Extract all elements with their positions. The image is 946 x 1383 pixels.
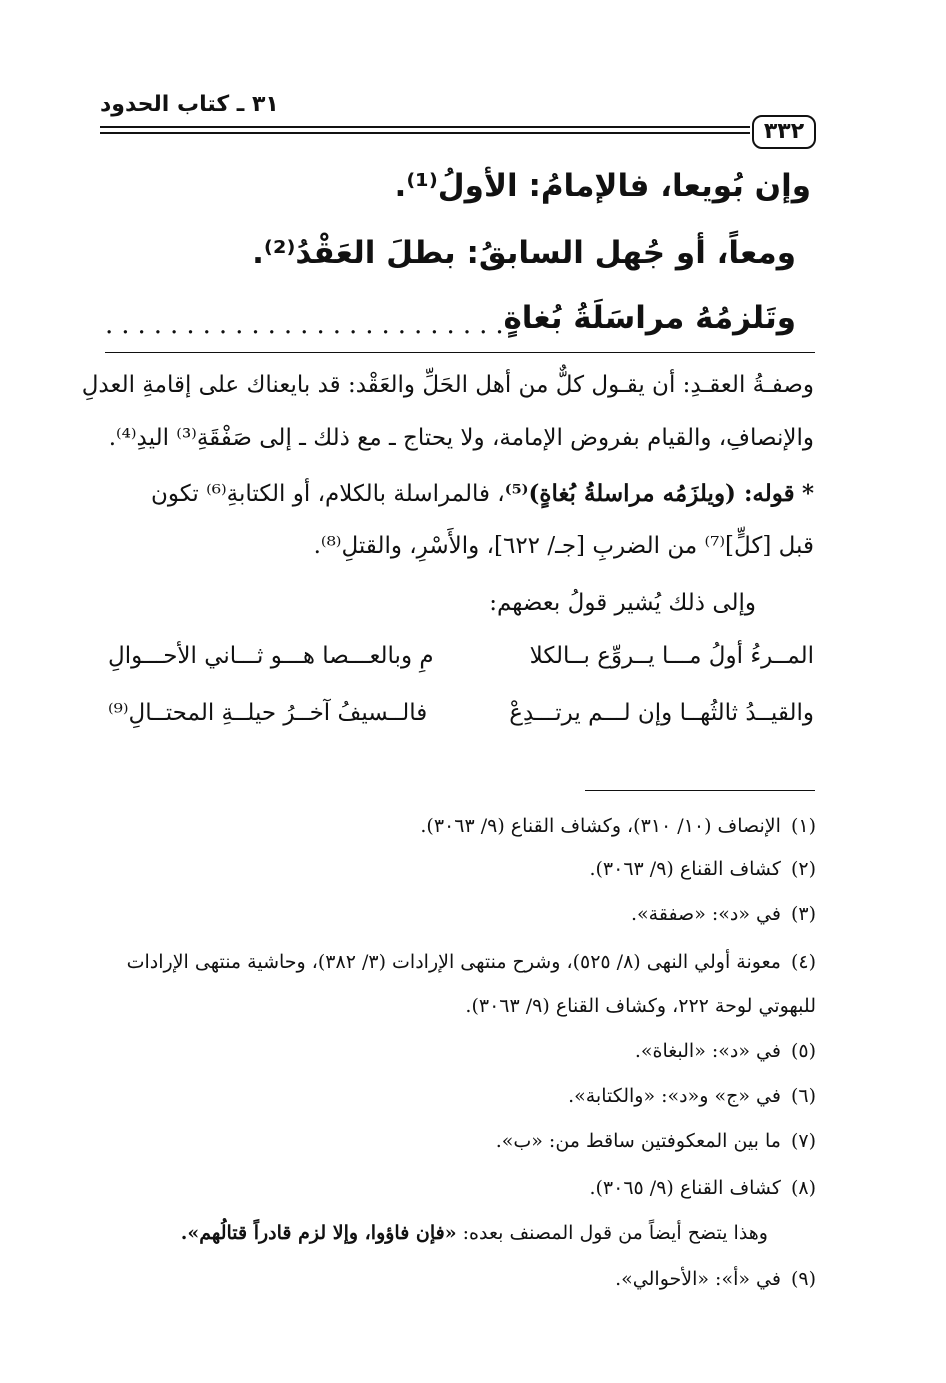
footnote-number: (٨) <box>790 1177 816 1199</box>
footnote <box>127 951 816 973</box>
verse-hemistich: مِ وبالعـــصا هـــو ثـــاني الأحـــوالِ <box>108 643 434 669</box>
footnote-number: (٢) <box>790 858 816 880</box>
footnote <box>589 858 816 880</box>
running-header-chapter: ٣١ ـ كتاب الحدود <box>100 92 279 117</box>
footnote-separator <box>585 790 815 791</box>
matn-line-2: ومعاً، أو جُهل السابقُ: بطلَ العَقْدُ⁽²⁾. <box>252 235 796 271</box>
commentary-line: وصفـةُ العقـدِ: أن يقـول كلٌّ من أهل الحَلِّ والعَقْد: قد بايعناك على إقامةِ العدلِ <box>81 372 814 398</box>
asterisk-marker: * <box>801 480 814 507</box>
footnote-text: ما بين المعكوفتين ساقط من: «ب». <box>495 1130 781 1152</box>
footnote-quote: «فإن فاؤوا، وإلا لزم قادراً قتالُهم». <box>180 1222 457 1244</box>
commentary-line: وإلى ذلك يُشير قولُ بعضهم: <box>489 590 756 616</box>
matn-line-1: وإن بُويعا، فالإمامُ: الأولُ⁽¹⁾. <box>394 168 811 204</box>
footnote-continuation <box>181 1222 768 1244</box>
footnote-text: في «ج» و«د»: «والكتابة». <box>568 1085 781 1107</box>
footnote-number: (٦) <box>790 1085 816 1107</box>
footnote-number: (١) <box>790 815 816 837</box>
footnote-text: وهذا يتضح أيضاً من قول المصنف بعده: <box>456 1222 768 1244</box>
footnote <box>496 1130 816 1152</box>
commentary-line <box>104 480 814 507</box>
verse-hemistich: المــرءُ أولُ مـــا يــروِّع بــالكلا <box>529 643 814 669</box>
footnote <box>589 1177 816 1199</box>
verse-hemistich: فالــسيفُ آخــرُ حيلــةِ المحتــالِ⁽⁹⁾ <box>108 700 428 726</box>
footnote-text: في «د»: «البغاة». <box>634 1040 781 1062</box>
footnote-text: في «أ»: «الأحوالي». <box>615 1268 781 1290</box>
footnote-text: كشاف القناع (٩/ ٣٠٦٥). <box>589 1177 781 1199</box>
matn-dotted-leader: ......................... <box>105 310 512 340</box>
commentary-line: والإنصافِ، والقيام بفروض الإمامة، ولا يحتاج ـ مع ذلك ـ إلى صَفْقَةِ⁽³⁾ اليدِ⁽⁴⁾. <box>108 425 814 451</box>
verse-hemistich: والقيــدُ ثالثُهــا وإن لـــم يرتـــدِعْ <box>509 700 814 726</box>
footnote <box>420 815 816 837</box>
header-rule-top <box>100 126 750 128</box>
header-rule-bottom <box>100 132 750 134</box>
matn-line-3: وتَلزمُهُ مراسَلَةُ بُغاةٍ <box>503 300 796 336</box>
footnote-text: معونة أولي النهى (٨/ ٥٢٥)، وشرح منتهى الإرادات (٣/ ٣٨٢)، وحاشية منتهى الإرادات <box>126 951 781 973</box>
footnote-number: (٧) <box>790 1130 816 1152</box>
commentary-line: قبل [كلٍّ]⁽⁷⁾ من الضربِ [جـ/ ٦٢٢]، والأَسْرِ، والقتلِ⁽⁸⁾. <box>313 533 814 559</box>
footnote-number: (٩) <box>790 1268 816 1290</box>
footnote-number: (٤) <box>790 951 816 973</box>
footnote <box>615 1268 816 1290</box>
page-number: ٣٣٢ <box>752 115 816 149</box>
commentary-text: ، فالمراسلة بالكلام، أو الكتابةِ⁽⁶⁾ تكون <box>150 481 505 507</box>
footnote-continuation: للبهوتي لوحة ٢٢٢، وكشاف القناع (٩/ ٣٠٦٣). <box>465 995 816 1017</box>
quoted-phrase: قوله: (ويلزَمُه مراسلةُ بُغاةٍ)⁽⁵⁾ <box>504 480 795 507</box>
footnote <box>631 903 816 925</box>
footnote <box>568 1085 816 1107</box>
matn-separator <box>105 352 815 353</box>
footnote-number: (٣) <box>790 903 816 925</box>
footnote-text: الإنصاف (١٠/ ٣١٠)، وكشاف القناع (٩/ ٣٠٦٣). <box>420 815 781 837</box>
footnote-text: كشاف القناع (٩/ ٣٠٦٣). <box>589 858 781 880</box>
footnote-text: في «د»: «صفقة». <box>630 903 781 925</box>
footnote-number: (٥) <box>790 1040 816 1062</box>
footnote <box>635 1040 816 1062</box>
